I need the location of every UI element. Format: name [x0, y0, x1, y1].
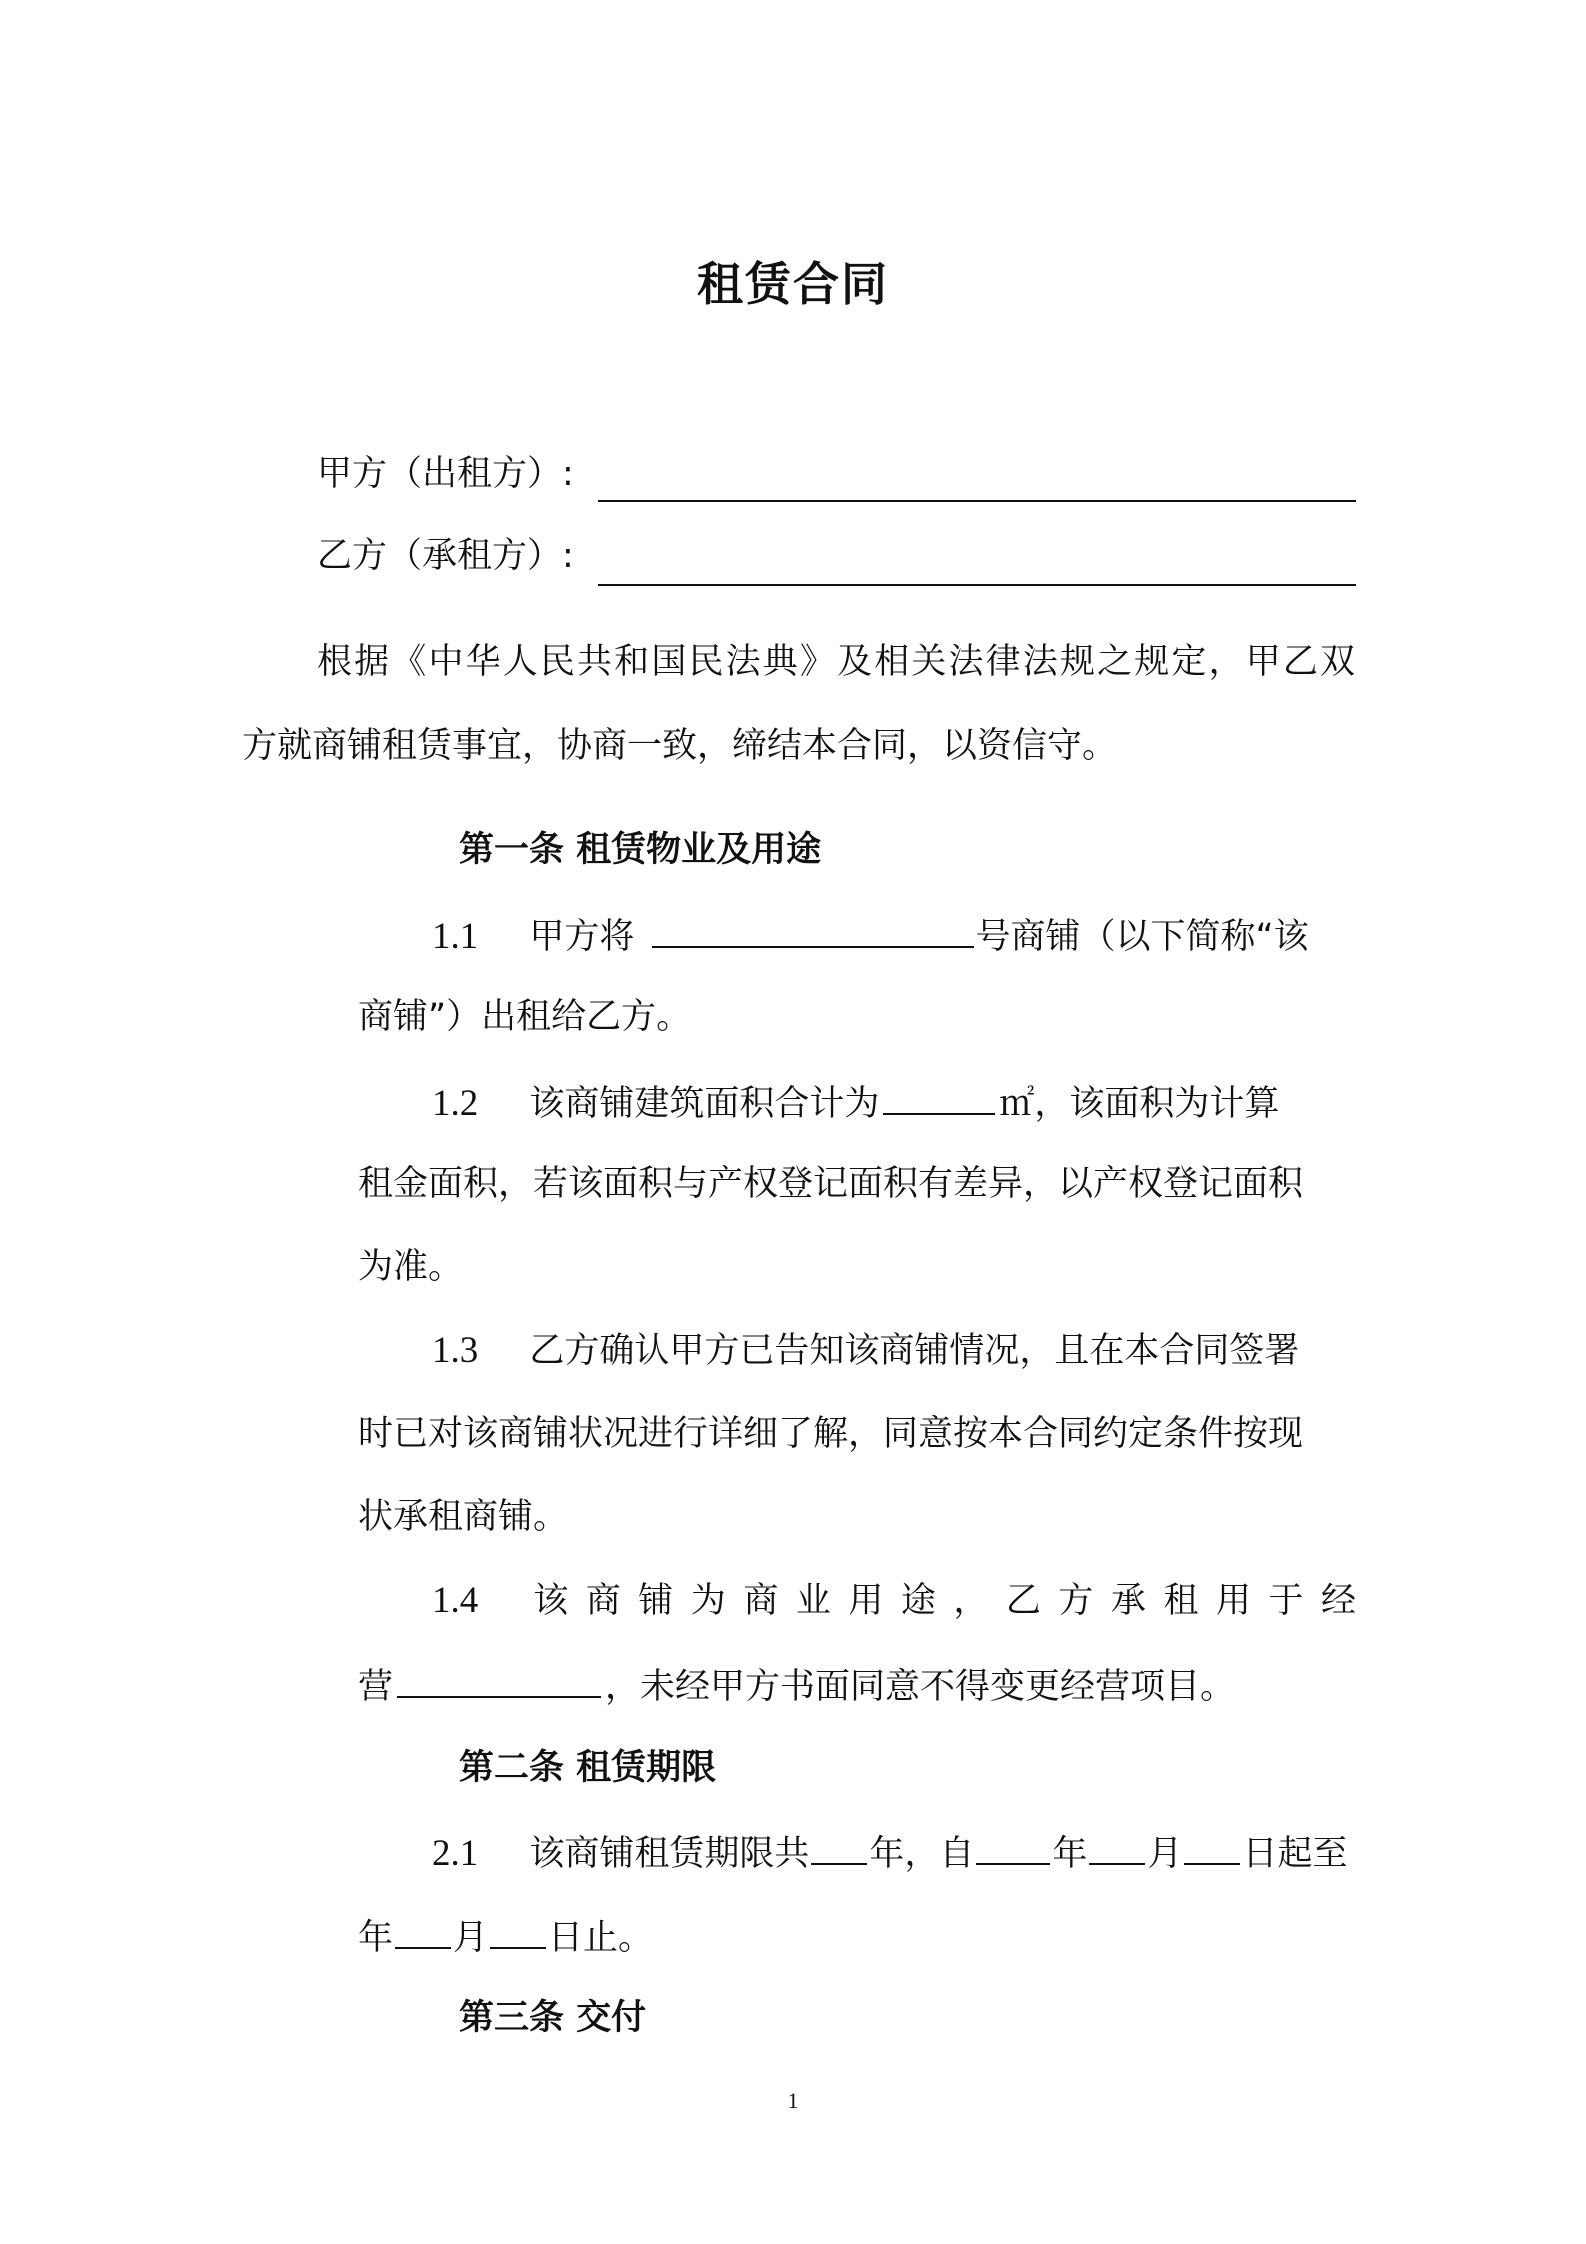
- clause-2-1-text: 该商铺租赁期限共: [529, 1834, 810, 1874]
- area-unit: ㎡: [999, 1084, 1035, 1124]
- clause-2-1-text: 年: [358, 1918, 394, 1958]
- clause-number: 1.1: [432, 916, 479, 957]
- clause-1-2-text-a: 该商铺建筑面积合计为: [529, 1084, 880, 1124]
- clause-2-1-text: 月: [1147, 1834, 1183, 1874]
- clause-1-4-line-1: [432, 1577, 1356, 1625]
- years-blank: [811, 1827, 867, 1865]
- clause-1-4-char: 租: [1163, 1581, 1199, 1621]
- clause-1-3-line-2: 时已对该商铺状况进行详细了解，同意按本合同约定条件按现: [358, 1414, 1304, 1454]
- clause-2-1-line-2: [358, 1911, 653, 1962]
- clause-1-4-char: 途: [900, 1581, 936, 1621]
- clause-1-4-char: 该: [533, 1581, 569, 1621]
- clause-1-4-char: 铺: [638, 1581, 674, 1621]
- party-b-label: 乙方（承租方）:: [317, 536, 574, 576]
- clause-1-1-text-a: 甲方将: [529, 917, 635, 957]
- clause-1-3-line-1: [432, 1327, 1299, 1375]
- article-1-heading: 第一条 租赁物业及用途: [459, 830, 822, 870]
- clause-2-1-text: 年，自: [869, 1834, 975, 1874]
- business-scope-blank: [397, 1660, 601, 1698]
- clause-2-1-text: 日止。: [548, 1918, 654, 1958]
- party-a-label: 甲方（出租方）:: [317, 454, 574, 494]
- clause-number: 1.3: [432, 1330, 479, 1371]
- clause-1-4-char: 承: [1110, 1581, 1146, 1621]
- clause-2-1-text: 月: [453, 1918, 489, 1958]
- clause-1-4-char: 商: [585, 1581, 621, 1621]
- clause-1-2-line-3: 为准。: [358, 1247, 464, 1287]
- end-day-blank: [490, 1911, 546, 1949]
- clause-1-2-line-1: [432, 1077, 1279, 1128]
- page-number: 1: [787, 2088, 799, 2113]
- start-year-blank: [976, 1827, 1050, 1865]
- clause-1-4-line-2: [358, 1660, 1235, 1711]
- clause-2-1-text: 年: [1052, 1834, 1088, 1874]
- clause-2-1-line-1: [432, 1827, 1347, 1878]
- article-3-heading: 第三条 交付: [459, 1998, 647, 2038]
- clause-1-2-text-b: ，该面积为计算: [1034, 1084, 1280, 1124]
- contract-title: 租赁合同: [697, 257, 889, 311]
- clause-1-4-char: 为: [690, 1581, 726, 1621]
- clause-1-4-char: 业: [795, 1581, 831, 1621]
- clause-1-4-char: 用: [848, 1581, 884, 1621]
- clause-1-1-line-2: 商铺”）出租给乙方。: [358, 997, 692, 1037]
- clause-1-1-line-1: [432, 910, 1309, 961]
- clause-1-4-text-a: 营: [358, 1667, 394, 1707]
- clause-1-1-text-b: 号商铺（以下简称“该: [975, 917, 1309, 957]
- clause-1-2-line-2: 租金面积，若该面积与产权登记面积有差异，以产权登记面积: [358, 1164, 1304, 1204]
- area-blank: [883, 1077, 995, 1115]
- clause-1-4-char: 于: [1268, 1581, 1304, 1621]
- start-month-blank: [1089, 1827, 1145, 1865]
- party-a-blank: [598, 500, 1356, 502]
- shop-number-blank: [652, 910, 974, 948]
- clause-number: 1.2: [432, 1083, 479, 1124]
- clause-1-4-char: 乙: [1005, 1581, 1041, 1621]
- clause-1-4-char: 经: [1320, 1581, 1356, 1621]
- article-2-heading: 第二条 租赁期限: [459, 1748, 717, 1788]
- intro-line-1: 根据《中华人民共和国民法典》及相关法律法规之规定，甲乙双: [317, 642, 1355, 682]
- clause-number: 1.4: [432, 1580, 479, 1621]
- clause-1-3-text: 乙方确认甲方已告知该商铺情况，且在本合同签署: [529, 1331, 1300, 1371]
- party-b-blank: [598, 584, 1356, 586]
- end-month-blank: [395, 1911, 451, 1949]
- intro-line-2: 方就商铺租赁事宜，协商一致，缔结本合同，以资信守。: [242, 726, 1118, 766]
- clause-1-4-char: 商: [743, 1581, 779, 1621]
- clause-1-4-char: ，: [953, 1581, 989, 1621]
- clause-2-1-text: 日起至: [1242, 1834, 1348, 1874]
- clause-number: 2.1: [432, 1833, 479, 1874]
- start-day-blank: [1184, 1827, 1240, 1865]
- clause-1-4-char: 方: [1058, 1581, 1094, 1621]
- clause-1-3-line-3: 状承租商铺。: [358, 1497, 569, 1537]
- clause-1-4-char: 用: [1215, 1581, 1251, 1621]
- clause-1-4-text-b: ，未经甲方书面同意不得变更经营项目。: [605, 1667, 1236, 1707]
